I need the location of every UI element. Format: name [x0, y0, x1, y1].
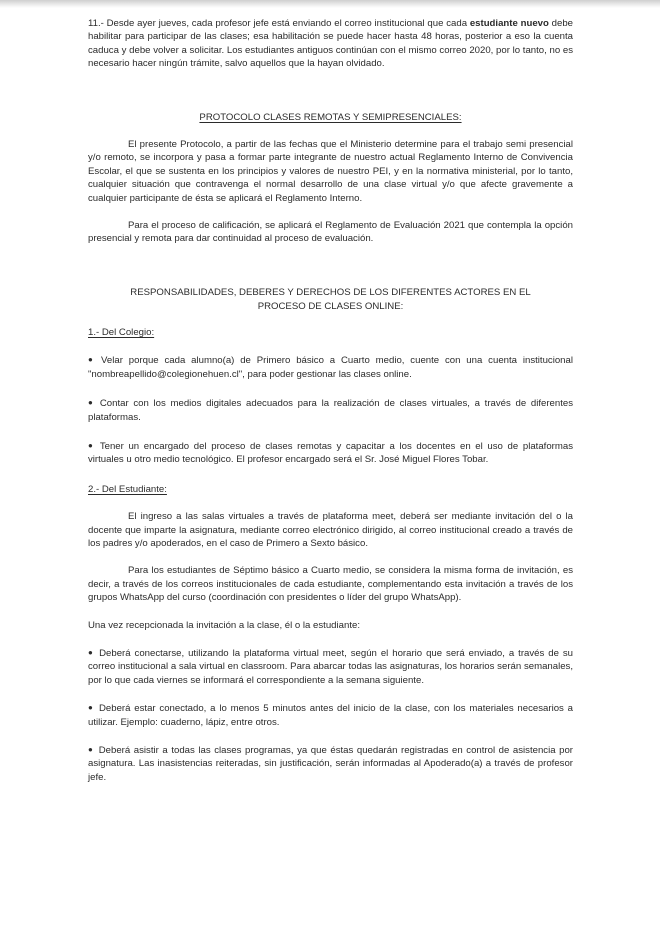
section-2-lead: Una vez recepcionada la invitación a la clase, él o la estudiante: — [88, 619, 360, 631]
protocol-heading: PROTOCOLO CLASES REMOTAS Y SEMIPRESENCIALES: — [199, 111, 462, 123]
section-2-bullet: ● Deberá estar conectado, a lo menos 5 minutos antes del inicio de la clase, con los materiales necesarios a utilizar. Ejemplo: cuaderno, lápiz, entre otros. — [88, 702, 573, 729]
section-1-bullet: ● Tener un encargado del proceso de clases remotas y capacitar a los docentes en el uso de plataformas virtuales u otro medio tecnológico. El profesor encargado será el Sr. José Miguel Flores Tobar. — [88, 440, 573, 467]
protocol-paragraph-2: Para el proceso de calificación, se aplicará el Reglamento de Evaluación 2021 que contempla la opción presencial y remota para dar continuidad al proceso de evaluación. — [88, 220, 573, 245]
point-11-bold-text: estudiante nuevo — [469, 18, 549, 29]
section-2-title: 2.- Del Estudiante: — [88, 483, 167, 495]
document-page — [88, 17, 573, 784]
scan-edge — [0, 0, 660, 8]
section-2-bullet: ● Deberá conectarse, utilizando la plataforma virtual meet, según el horario que será enviado, a través de su correo institucional a sala virtual en classroom. Para abarcar todas las asignaturas, los horarios serán semanales, por lo que cada viernes se informará el correspondiente a la semana siguiente. — [88, 647, 573, 687]
section-2-paragraph-1: El ingreso a las salas virtuales a través de plataforma meet, deberá ser mediante invitación del o la docente que imparte la asignatura, mediante correo electrónico dirigido, al correo institucional creado a través de los padres y/o apoderados, en el caso de Primero a Sexto básico. — [88, 511, 573, 549]
section-2-paragraph-2: Para los estudiantes de Séptimo básico a Cuarto medio, se considera la misma forma de invitación, es decir, a través de los correos institucionales de cada estudiante, complementando esta invitación a través de los grupos WhatsApp del curso (coordinación con presidentes o líder del grupo WhatsApp). — [88, 565, 573, 604]
point-11-text: 11.- Desde ayer jueves, cada profesor jefe está enviando el correo institucional que cada — [88, 18, 470, 29]
responsibilities-heading — [88, 286, 573, 314]
responsibilities-heading-line-2: PROCESO DE CLASES ONLINE: — [257, 300, 404, 312]
section-2-bullet: ● Deberá asistir a todas las clases programas, ya que éstas quedarán registradas en control de asistencia por asignatura. Las inasistencias reiteradas, sin justificación, serán informadas al Apoderado(a) a través de profesor jefe. — [88, 744, 573, 784]
section-1-bullet: ● Contar con los medios digitales adecuados para la realización de clases virtuales, a través de diferentes plataformas. — [88, 397, 573, 424]
section-1-title: 1.- Del Colegio: — [88, 326, 155, 338]
responsibilities-heading-line-1: RESPONSABILIDADES, DEBERES Y DERECHOS DE LOS DIFERENTES ACTORES EN EL — [130, 286, 531, 298]
section-1-bullet: ● Velar porque cada alumno(a) de Primero básico a Cuarto medio, cuente con una cuenta institucional "nombreapellido@colegionehuen.cl", para poder gestionar las clases online. — [88, 354, 573, 381]
point-11-paragraph — [88, 17, 573, 71]
point-11-text-end: debe habilitar para participar de las clases; esa habilitación se puede hacer hasta 48 horas, posterior a eso la cuenta caduca y debe volver a solicitar. Los estudiantes antiguos continúan con el mismo correo 2020, por lo tanto, no es necesario hacer ningún trámite, salvo aquellos que la hayan olvidado. — [88, 18, 573, 70]
protocol-paragraph-1: El presente Protocolo, a partir de las fechas que el Ministerio determine para el trabajo semi presencial y/o remoto, se incorpora y pasa a formar parte integrante de nuestro actual Reglamento Interno de Convivencia Escolar, el que se sustenta en los principios y valores de nuestro PEI, y en la normativa ministerial, por lo tanto, cualquier situación que contravenga el normal desarrollo de una clase virtual y/o que afecte gravemente a cualquier participante de ésta se aplicará el Reglamento Interno. — [88, 139, 573, 204]
